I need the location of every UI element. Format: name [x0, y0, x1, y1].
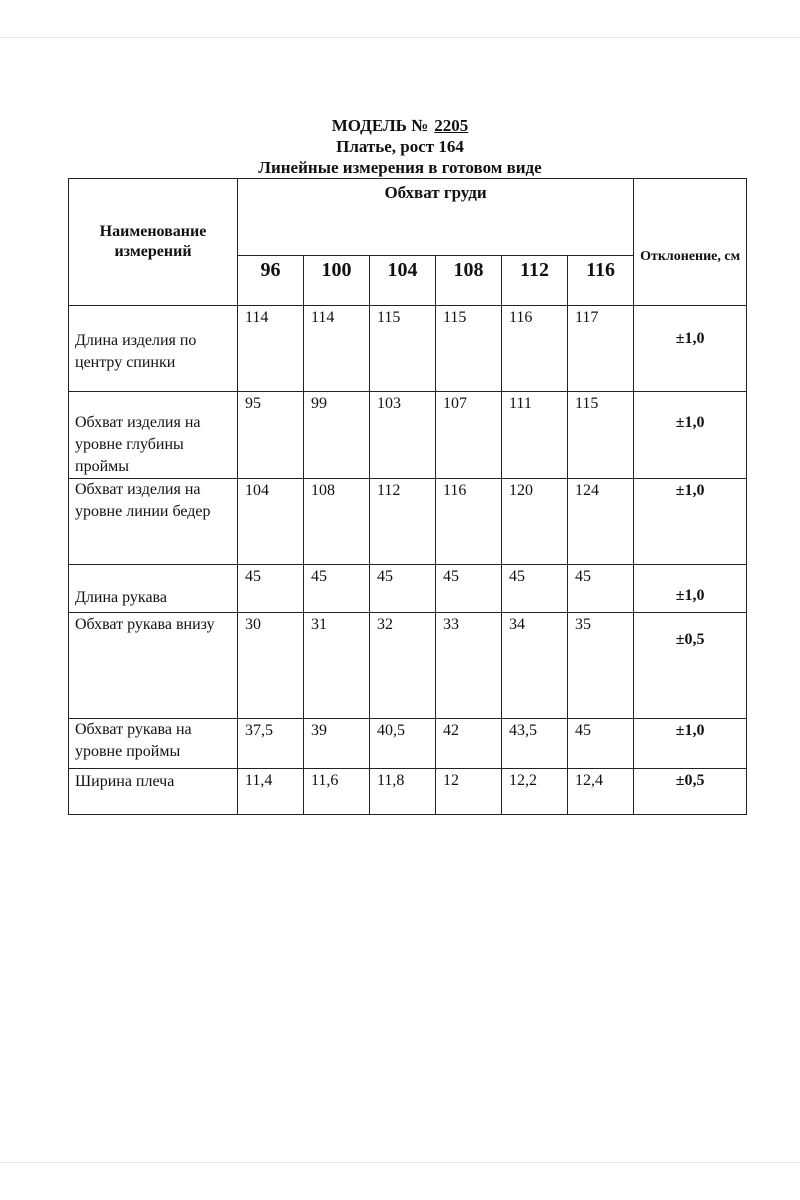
row-label: Обхват рукава на уровне проймы	[69, 719, 238, 769]
row-value: 114	[238, 306, 304, 392]
size-header: 112	[502, 256, 568, 306]
row-value: 33	[436, 613, 502, 719]
size-header: 108	[436, 256, 502, 306]
deviation-column-header: Отклонение, см	[634, 179, 747, 306]
table-row	[69, 613, 747, 719]
table-row	[69, 565, 747, 613]
row-value: 32	[370, 613, 436, 719]
row-value: 45	[304, 565, 370, 613]
row-value: 111	[502, 392, 568, 479]
table-row	[69, 306, 747, 392]
row-value: 45	[568, 719, 634, 769]
row-label: Длина изделия по центру спинки	[69, 306, 238, 392]
row-value: 95	[238, 392, 304, 479]
row-value: 42	[436, 719, 502, 769]
row-value: 115	[436, 306, 502, 392]
row-value: 108	[304, 479, 370, 565]
row-label: Обхват изделия на уровне линии бедер	[69, 479, 238, 565]
row-value: 120	[502, 479, 568, 565]
row-value: 45	[436, 565, 502, 613]
row-value: 103	[370, 392, 436, 479]
row-value: 11,6	[304, 769, 370, 815]
size-header: 116	[568, 256, 634, 306]
row-value: 115	[568, 392, 634, 479]
row-deviation: ±1,0	[634, 306, 747, 392]
table-row	[69, 719, 747, 769]
row-label: Обхват изделия на уровне глубины проймы	[69, 392, 238, 479]
row-value: 12,2	[502, 769, 568, 815]
measurements-subtitle: Линейные измерения в готовом виде	[258, 158, 542, 177]
row-value: 115	[370, 306, 436, 392]
table-row	[69, 479, 747, 565]
row-value: 45	[502, 565, 568, 613]
row-value: 11,8	[370, 769, 436, 815]
row-value: 35	[568, 613, 634, 719]
row-label: Ширина плеча	[69, 769, 238, 815]
row-value: 11,4	[238, 769, 304, 815]
row-value: 99	[304, 392, 370, 479]
row-value: 45	[568, 565, 634, 613]
row-value: 112	[370, 479, 436, 565]
size-header: 100	[304, 256, 370, 306]
row-value: 30	[238, 613, 304, 719]
table-row	[69, 392, 747, 479]
row-value: 31	[304, 613, 370, 719]
table-header-row	[69, 179, 747, 256]
model-title	[0, 116, 800, 136]
row-value: 107	[436, 392, 502, 479]
model-number: 2205	[434, 116, 469, 135]
product-subtitle: Платье, рост 164	[336, 137, 464, 156]
model-label: МОДЕЛЬ №	[331, 116, 429, 135]
row-value: 34	[502, 613, 568, 719]
row-value: 12,4	[568, 769, 634, 815]
size-header: 104	[370, 256, 436, 306]
chest-group-header: Обхват груди	[238, 179, 634, 256]
row-value: 116	[502, 306, 568, 392]
row-deviation: ±1,0	[634, 565, 747, 613]
row-value: 45	[238, 565, 304, 613]
row-value: 104	[238, 479, 304, 565]
size-header: 96	[238, 256, 304, 306]
row-value: 117	[568, 306, 634, 392]
row-value: 39	[304, 719, 370, 769]
row-value: 116	[436, 479, 502, 565]
row-value: 37,5	[238, 719, 304, 769]
row-value: 114	[304, 306, 370, 392]
row-deviation: ±0,5	[634, 769, 747, 815]
row-label: Длина рукава	[69, 565, 238, 613]
name-column-header: Наименование измерений	[69, 179, 238, 306]
row-deviation: ±1,0	[634, 479, 747, 565]
measurement-table	[68, 178, 747, 815]
row-label: Обхват рукава внизу	[69, 613, 238, 719]
row-value: 12	[436, 769, 502, 815]
row-value: 45	[370, 565, 436, 613]
row-deviation: ±0,5	[634, 613, 747, 719]
row-value: 124	[568, 479, 634, 565]
row-deviation: ±1,0	[634, 392, 747, 479]
row-value: 40,5	[370, 719, 436, 769]
row-deviation: ±1,0	[634, 719, 747, 769]
row-value: 43,5	[502, 719, 568, 769]
table-row	[69, 769, 747, 815]
